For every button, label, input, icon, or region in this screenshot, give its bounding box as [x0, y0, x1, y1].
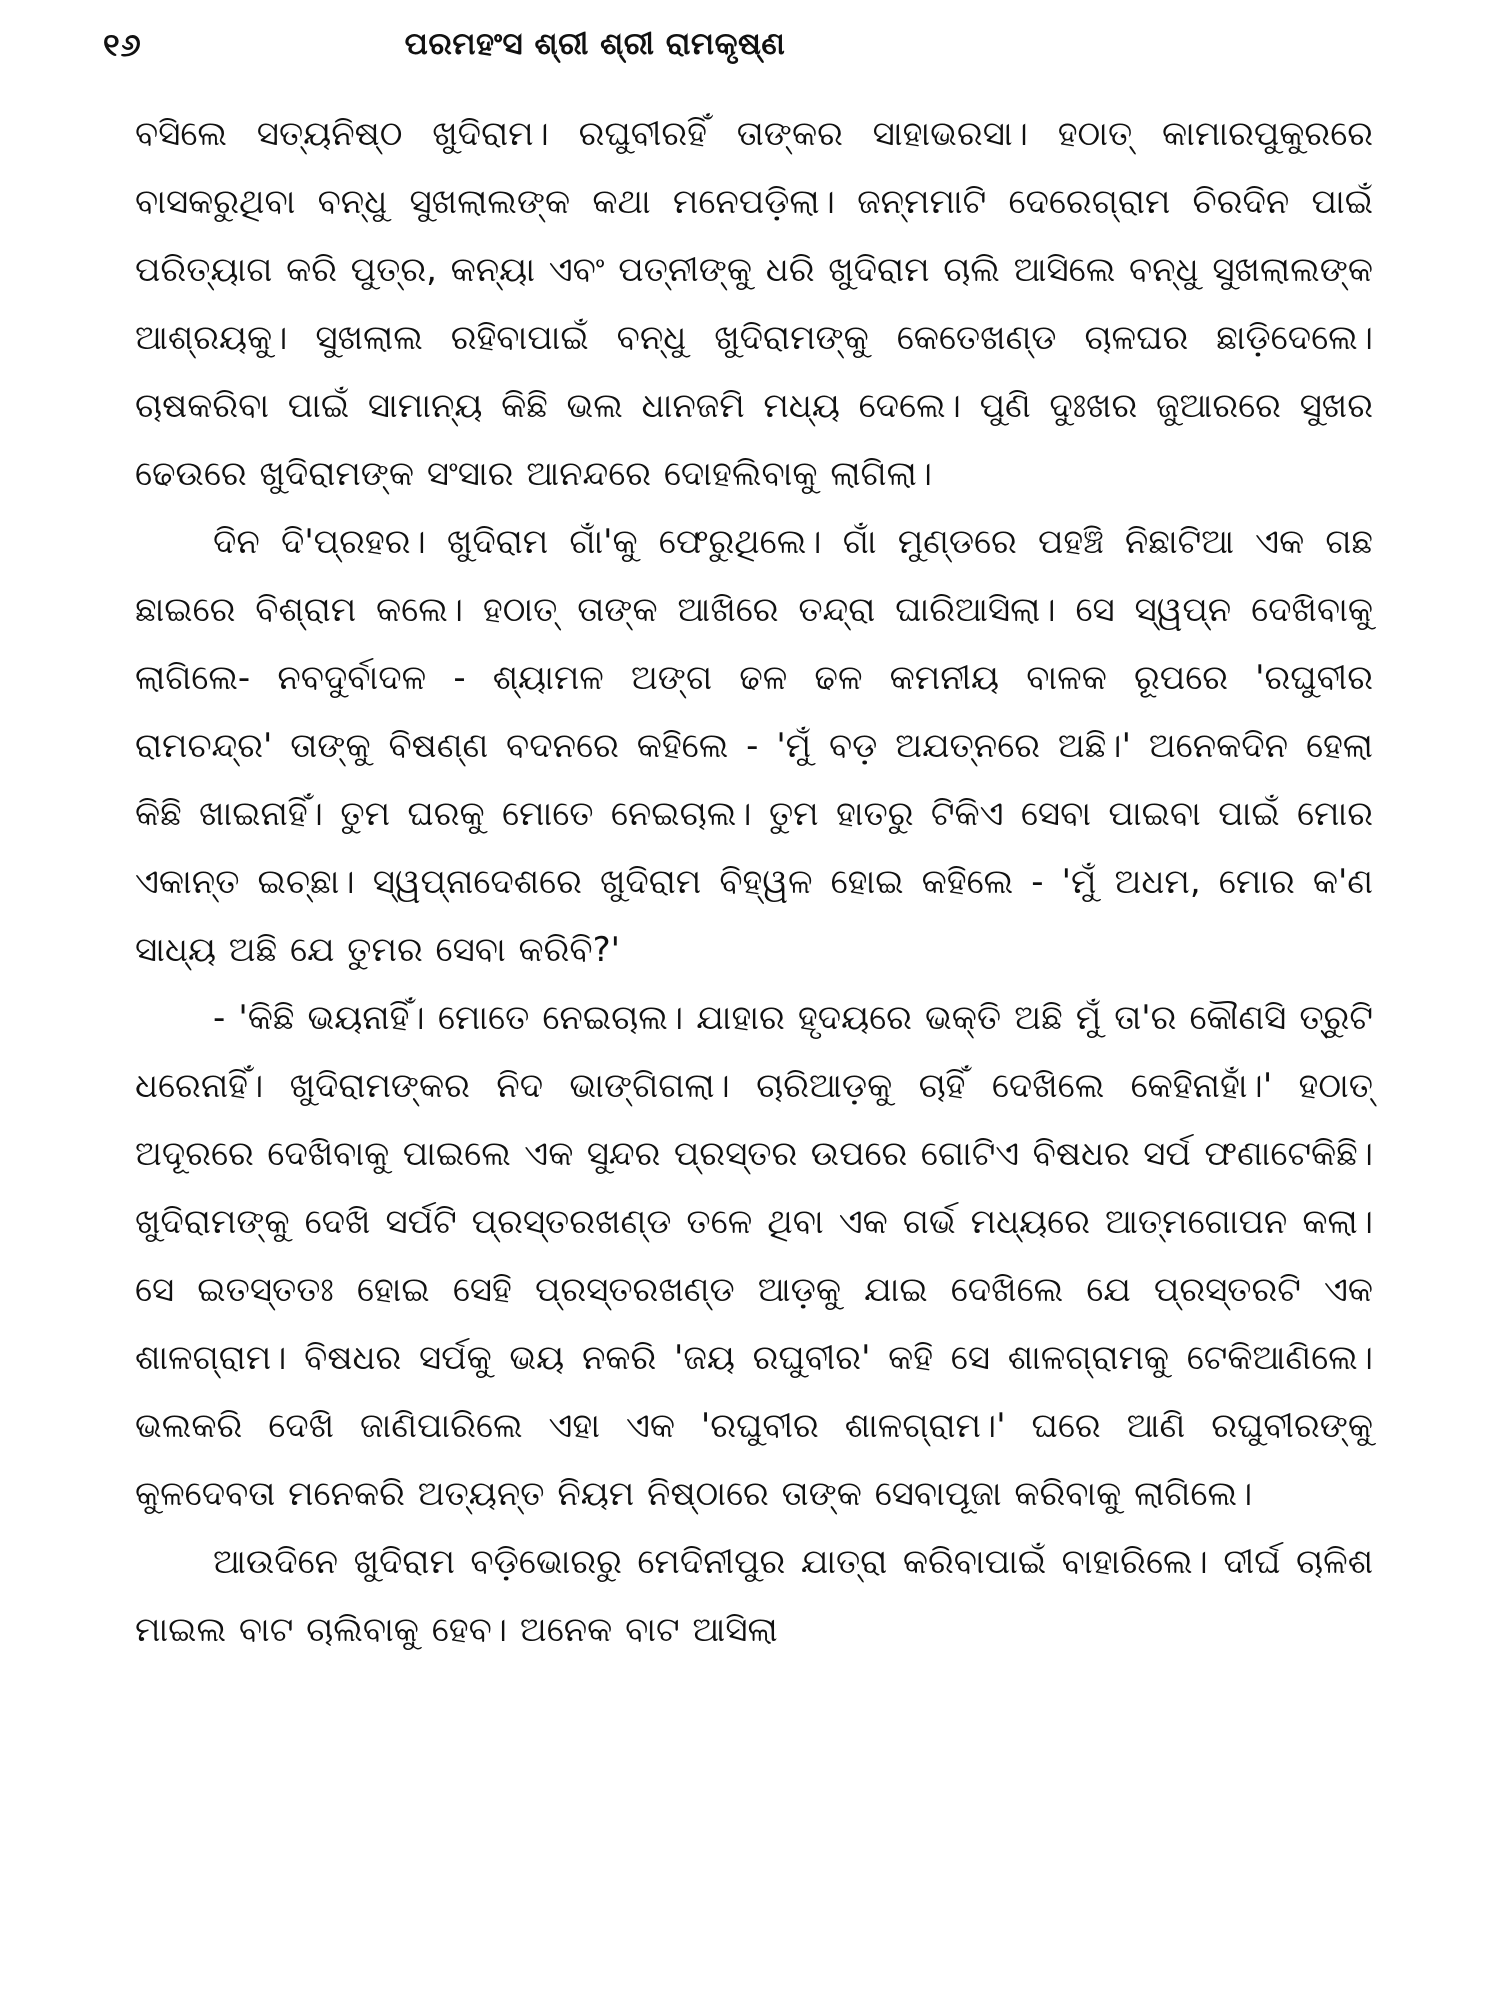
paragraph-3: - 'କିଛି ଭୟନାହିଁ। ମୋତେ ନେଇଚାଲ। ଯାହାର ହୃଦୟରେ ଭକ୍ତି ଅଛି ମୁଁ ତା'ର କୌଣସି ତ୍ରୁଟି ଧରେନାହିଁ। ଖୁଦିରାମଙ୍କର ନିଦ ଭାଙ୍ଗିଗଲା। ଚାରିଆଡ଼କୁ ଚାହିଁ ଦେଖିଲେ କେହିନାହାଁ।' ହଠାତ୍ ଅଦୂରରେ ଦେଖିବାକୁ ପାଇଲେ ଏକ ସୁନ୍ଦର ପ୍ରସ୍ତର ଉପରେ ଗୋଟିଏ ବିଷଧର ସର୍ପ ଫଣାଟେକିଛି। ଖୁଦିରାମଙ୍କୁ ଦେଖି ସର୍ପଟି ପ୍ରସ୍ତରଖଣ୍ଡ ତଳେ ଥିବା ଏକ ଗର୍ଭ ମଧ୍ୟରେ ଆତ୍ମଗୋପନ କଲା। ସେ ଇତସ୍ତତଃ ହୋଇ ସେହି ପ୍ରସ୍ତରଖଣ୍ଡ ଆଡ଼କୁ ଯାଇ ଦେଖିଲେ ଯେ ପ୍ରସ୍ତରଟି ଏକ ଶାଳଗ୍ରାମ। ବିଷଧର ସର୍ପକୁ ଭୟ ନକରି 'ଜୟ ରଘୁବୀର' କହି ସେ ଶାଳଗ୍ରାମକୁ ଟେକିଆଣିଲେ। ଭଲକରି ଦେଖି ଜାଣିପାରିଲେ ଏହା ଏକ 'ରଘୁବୀର ଶାଳଗ୍ରାମ।' ଘରେ ଆଣି ରଘୁବୀରଙ୍କୁ କୁଳଦେବତା ମନେକରି ଅତ୍ୟନ୍ତ ନିୟମ ନିଷ୍ଠାରେ ତାଙ୍କ ସେବାପୂଜା କରିବାକୁ ଲାଗିଲେ। — [135, 998, 1373, 1514]
paragraph-4: ଆଉଦିନେ ଖୁଦିରାମ ବଡ଼ିଭୋରରୁ ମେଦିନୀପୁର ଯାତ୍ରା କରିବାପାଇଁ ବାହାରିଲେ। ଦୀର୍ଘ ଚାଳିଶ ମାଇଲ ବାଟ ଚାଲିବାକୁ ହେବ। ଅନେକ ବାଟ ଆସିଲା — [135, 1542, 1373, 1650]
page-number: ୧୬ — [103, 26, 142, 64]
page-header — [0, 26, 1500, 96]
paragraph-2: ଦିନ ଦି'ପ୍ରହର। ଖୁଦିରାମ ଗାଁ'କୁ ଫେରୁଥିଲେ। ଗାଁ ମୁଣ୍ଡରେ ପହଞ୍ଚି ନିଛାଟିଆ ଏକ ଗଛ ଛାଇରେ ବିଶ୍ରାମ କଲେ। ହଠାତ୍ ତାଙ୍କ ଆଖିରେ ତନ୍ଦ୍ରା ଘାରିଆସିଲା। ସେ ସ୍ୱପ୍ନ ଦେଖିବାକୁ ଲାଗିଲେ- ନବଦୁର୍ବାଦଳ - ଶ୍ୟାମଳ ଅଙ୍ଗ ଢଳ ଢଳ କମନୀୟ ବାଳକ ରୂପରେ 'ରଘୁବୀର ରାମଚନ୍ଦ୍ର' ତାଙ୍କୁ ବିଷଣ୍ଣ ବଦନରେ କହିଲେ - 'ମୁଁ ବଡ଼ ଅଯତ୍ନରେ ଅଛି।' ଅନେକଦିନ ହେଲା କିଛି ଖାଇନାହିଁ। ତୁମ ଘରକୁ ମୋତେ ନେଇଚାଲ। ତୁମ ହାତରୁ ଟିକିଏ ସେବା ପାଇବା ପାଇଁ ମୋର ଏକାନ୍ତ ଇଚ୍ଛା। ସ୍ୱପ୍ନାଦେଶରେ ଖୁଦିରାମ ବିହ୍ୱଳ ହୋଇ କହିଲେ - 'ମୁଁ ଅଧମ, ମୋର କ'ଣ ସାଧ୍ୟ ଅଛି ଯେ ତୁମର ସେବା କରିବି?' — [135, 522, 1373, 970]
page-body-text — [135, 100, 1373, 1664]
paragraph-1: ବସିଲେ ସତ୍ୟନିଷ୍ଠ ଖୁଦିରାମ। ରଘୁବୀରହିଁ ତାଙ୍କର ସାହାଭରସା। ହଠାତ୍ କାମାରପୁକୁରରେ ବାସକରୁଥିବା ବନ୍ଧୁ ସୁଖଲାଲଙ୍କ କଥା ମନେପଡ଼ିଲା। ଜନ୍ମମାଟି ଦେରେଗ୍ରାମ ଚିରଦିନ ପାଇଁ ପରିତ୍ୟାଗ କରି ପୁତ୍ର, କନ୍ୟା ଏବଂ ପତ୍ନୀଙ୍କୁ ଧରି ଖୁଦିରାମ ଚାଲି ଆସିଲେ ବନ୍ଧୁ ସୁଖଲାଲଙ୍କ ଆଶ୍ରୟକୁ। ସୁଖଲାଲ ରହିବାପାଇଁ ବନ୍ଧୁ ଖୁଦିରାମଙ୍କୁ କେତେଖଣ୍ଡ ଚାଳଘର ଛାଡ଼ିଦେଲେ। ଚାଷକରିବା ପାଇଁ ସାମାନ୍ୟ କିଛି ଭଲ ଧାନଜମି ମଧ୍ୟ ଦେଲେ। ପୁଣି ଦୁଃଖର ଜୁଆରରେ ସୁଖର ଢେଉରେ ଖୁଦିରାମଙ୍କ ସଂସାର ଆନନ୍ଦରେ ଦୋହଲିବାକୁ ଲାଗିଲା। — [135, 114, 1373, 494]
running-header-title: ପରମହଂସ ଶ୍ରୀ ଶ୍ରୀ ରାମକୃଷ୍ଣ — [404, 26, 786, 62]
